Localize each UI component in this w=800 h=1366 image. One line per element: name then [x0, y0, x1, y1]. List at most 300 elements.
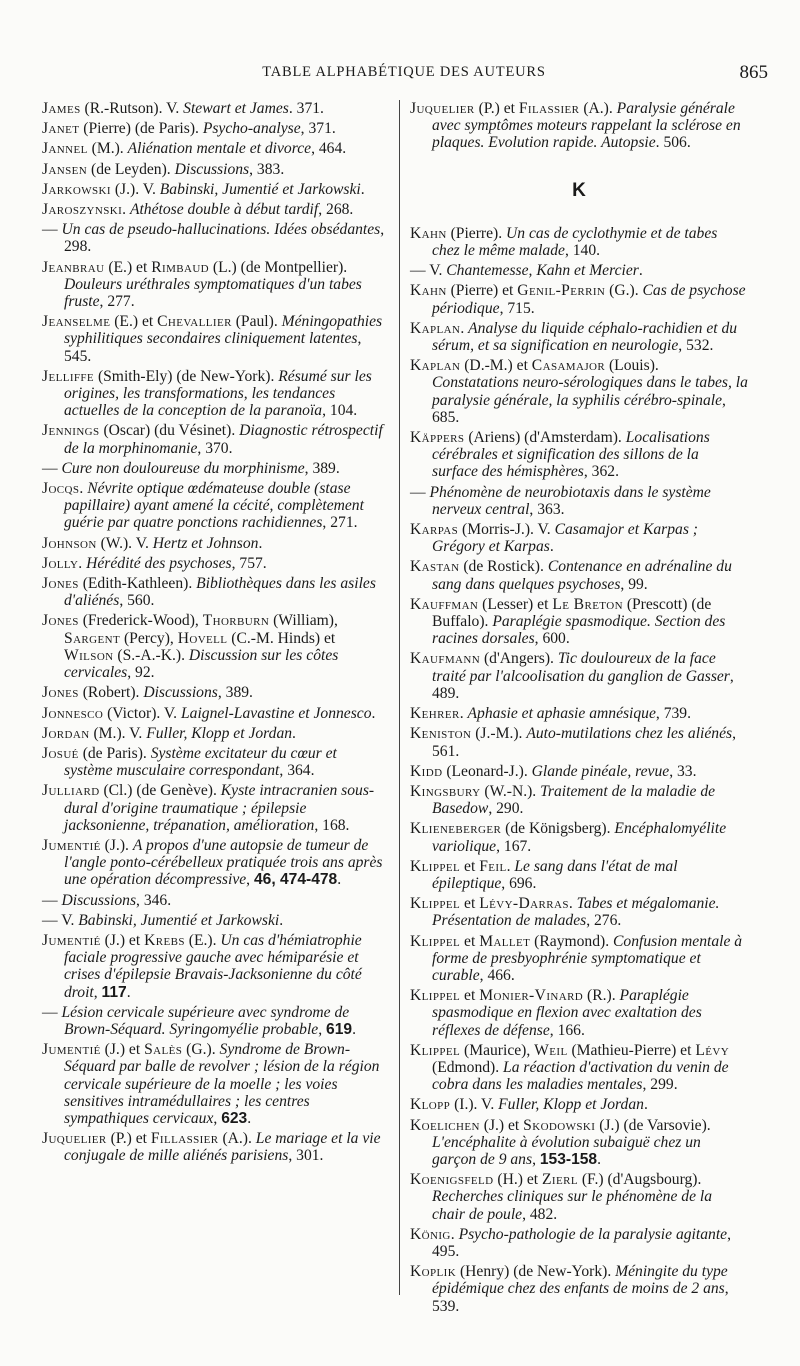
- entry-segment: Jaroszynski: [42, 201, 123, 219]
- entry-segment: , 495.: [432, 1225, 731, 1260]
- entry-segment: Casamajor: [531, 357, 606, 375]
- entry-segment: (Leonard-J.).: [442, 762, 532, 780]
- entry-segment: . 506.: [655, 134, 691, 152]
- index-entry: [42, 575, 388, 609]
- entry-segment: , 482.: [522, 1205, 558, 1223]
- entry-segment: (J.) (de Varsovie).: [595, 1116, 711, 1134]
- index-entry: [42, 259, 388, 311]
- entry-segment: (W.). V.: [96, 534, 153, 552]
- entry-segment: , 389.: [304, 459, 340, 477]
- entry-segment: .: [568, 895, 577, 913]
- entry-segment: Paraplégie spasmodique en flexion avec exaltation des réflexes de défense: [432, 987, 702, 1039]
- entry-segment: Phénomène de neurobiotaxis dans le système nerveux central: [429, 483, 711, 518]
- entry-segment: , 383.: [249, 160, 285, 178]
- index-entry: [42, 782, 388, 834]
- index-entry: [42, 313, 388, 365]
- entry-segment: Klippel: [410, 895, 461, 913]
- entry-segment: Weil: [534, 1041, 568, 1059]
- entry-segment: (P.) et: [106, 1130, 151, 1148]
- entry-segment: Jones: [42, 684, 79, 702]
- entry-segment: Fuller, Klopp et Jordan: [146, 724, 293, 742]
- entry-segment: Jennings: [42, 422, 100, 440]
- index-entry: [410, 820, 748, 854]
- entry-segment: Kehrer: [410, 705, 460, 723]
- entry-segment: (Smith-Ely) (de New-York).: [94, 367, 279, 385]
- entry-segment: Keniston: [410, 725, 472, 743]
- entry-segment: (C.-M. Hinds) et: [227, 629, 336, 647]
- entry-segment: (J.) et: [100, 1041, 145, 1059]
- entry-segment: (Percy),: [120, 629, 178, 647]
- index-entry: [42, 120, 388, 137]
- entry-segment: Wilson: [64, 646, 114, 664]
- entry-segment: Julliard: [42, 782, 100, 800]
- entry-segment: (W.-N.).: [480, 782, 541, 800]
- entry-segment: et: [460, 987, 480, 1005]
- entry-segment: König: [410, 1225, 451, 1243]
- entry-segment: . 371.: [288, 100, 324, 117]
- entry-segment: (Edmond).: [432, 1058, 504, 1076]
- entry-segment: Discussions: [143, 684, 218, 702]
- index-entry: [42, 221, 388, 255]
- entry-segment: Sargent: [64, 629, 121, 647]
- entry-segment: (R.).: [583, 987, 620, 1005]
- entry-segment: (Morris-J.). V.: [458, 521, 555, 539]
- entry-segment: , 715.: [499, 299, 535, 317]
- entry-segment: Résumé sur les origines, les transformations, les tendances actuelles de la conception de la paranoïa: [64, 367, 372, 420]
- entry-segment: (Pierre) et: [446, 282, 518, 300]
- entry-segment: Jeanselme: [42, 313, 111, 331]
- entry-segment: , 363.: [529, 500, 565, 518]
- entry-segment: , 99.: [620, 575, 648, 593]
- entry-segment: (J.-M.).: [471, 725, 527, 743]
- entry-segment: (S.-A.-K.).: [113, 646, 189, 664]
- entry-segment: Genil-Perrin: [517, 282, 606, 300]
- entry-segment: , 92.: [127, 664, 155, 682]
- index-entry: [42, 480, 388, 532]
- entry-segment: Klopp: [410, 1096, 451, 1114]
- index-entry: [410, 596, 748, 648]
- entry-segment: (de Paris).: [78, 744, 151, 762]
- entry-segment: (Lesser) et: [478, 595, 553, 613]
- entry-segment: Kingsbury: [410, 782, 481, 800]
- index-entry: [410, 933, 748, 985]
- entry-segment: .: [371, 704, 376, 722]
- entry-segment: Jumentié: [42, 1041, 101, 1059]
- index-entry: [410, 262, 748, 279]
- entry-segment: 117: [101, 983, 127, 1001]
- section-letter-heading: K: [572, 179, 586, 201]
- entry-segment: Le Breton: [552, 595, 623, 613]
- entry-segment: , 166.: [549, 1021, 585, 1039]
- entry-segment: (Henry) (de New-York).: [456, 1263, 616, 1281]
- entry-segment: .: [337, 871, 342, 889]
- entry-segment: .: [549, 538, 554, 556]
- index-entry: [42, 1130, 388, 1164]
- entry-segment: A propos d'une autopsie de tumeur de l'angle ponto-cérébelleux pratiquée trois ans après une opération décompressive: [64, 836, 383, 889]
- index-entry: [42, 725, 388, 742]
- entry-segment: , 167.: [496, 837, 532, 855]
- entry-segment: Juquelier: [42, 1130, 107, 1148]
- index-entry: [410, 705, 748, 722]
- index-entry: [42, 612, 388, 681]
- entry-segment: (de Königsberg).: [501, 820, 615, 838]
- entry-segment: et: [460, 932, 480, 950]
- entry-segment: Johnson: [42, 534, 97, 552]
- entry-segment: .: [459, 705, 468, 723]
- entry-segment: Cure non douloureuse du morphinisme: [61, 459, 305, 477]
- entry-segment: Confusion mentale à forme de presbyophrénie symptomatique et curable: [432, 932, 743, 984]
- entry-segment: (de Rostick).: [459, 558, 548, 576]
- entry-segment: Le mariage et la vie conjugale de mille aliénés parisiens: [64, 1130, 381, 1165]
- entry-segment: Jumentié: [42, 836, 101, 854]
- entry-segment: —: [42, 459, 62, 477]
- entry-segment: Filassier: [518, 100, 580, 117]
- entry-segment: , 346.: [136, 891, 172, 909]
- entry-segment: Jannel: [42, 140, 88, 158]
- index-entry: [42, 705, 388, 722]
- entry-segment: Janet: [42, 120, 80, 138]
- entry-segment: (J.) et: [479, 1116, 524, 1134]
- entry-segment: Salès: [144, 1041, 183, 1059]
- index-entry: [410, 225, 748, 259]
- entry-segment: Discussion sur les côtes cervicales: [64, 646, 339, 682]
- entry-segment: Lévy-Darras: [479, 895, 569, 913]
- entry-segment: Discussions: [61, 891, 137, 909]
- entry-segment: (G.).: [605, 282, 643, 300]
- entry-segment: Krebs: [144, 931, 185, 949]
- entry-segment: Kaplan: [410, 319, 461, 337]
- entry-segment: (I.). V.: [450, 1096, 499, 1114]
- entry-segment: (Cl.) (de Genève).: [99, 782, 221, 800]
- entry-segment: Jeanbrau: [42, 258, 105, 276]
- entry-segment: —: [42, 221, 62, 239]
- entry-segment: (E.).: [184, 931, 221, 949]
- entry-segment: .: [79, 480, 88, 498]
- entry-segment: (P.) et: [474, 100, 519, 117]
- index-entry: [410, 858, 748, 892]
- entry-segment: Feil: [479, 857, 507, 875]
- index-entry: [410, 357, 748, 426]
- entry-segment: Traitement de la maladie de Basedow: [432, 782, 716, 818]
- entry-segment: Paraplégie spasmodique. Section des racines dorsales: [432, 613, 726, 648]
- index-entry: [42, 1004, 388, 1038]
- entry-segment: Constatations neuro-sérologiques dans le tabes, la paralysie générale, la syphilis cérébro-spinale: [432, 374, 748, 409]
- entry-segment: (H.) et: [493, 1171, 542, 1189]
- entry-segment: (Frederick-Wood),: [78, 612, 203, 630]
- entry-segment: , 277.: [99, 293, 135, 311]
- entry-segment: Glande pinéale, revue: [531, 762, 670, 780]
- entry-segment: — V.: [410, 262, 447, 280]
- entry-segment: Syndrome de Brown-Séquard par balle de revolver ; lésion de la région cervicale supérieure de la moelle ; les voies sensitives intramédullaires ; les centres sympathiques cervicaux: [64, 1041, 380, 1127]
- entry-segment: Douleurs uréthrales symptomatiques d'un tabes fruste: [64, 275, 362, 311]
- entry-segment: (Pierre).: [446, 224, 507, 242]
- entry-segment: (R.-Rutson). V.: [80, 100, 184, 117]
- entry-segment: Chevallier: [157, 313, 232, 331]
- index-entry: [42, 745, 388, 779]
- entry-segment: Jocqs: [42, 480, 80, 498]
- entry-segment: , 276.: [586, 912, 622, 930]
- entry-segment: Josué: [42, 744, 79, 762]
- entry-segment: , 140.: [564, 242, 601, 260]
- entry-segment: .: [78, 554, 87, 572]
- page-number: 865: [739, 62, 768, 83]
- index-entry: [42, 837, 388, 889]
- entry-segment: (J.) et: [100, 931, 145, 949]
- index-entry: [410, 484, 748, 518]
- index-entry: [410, 1042, 748, 1094]
- entry-segment: (Prescott) (de Buffalo).: [432, 595, 712, 631]
- entry-segment: Aliénation mentale et divorce: [127, 140, 312, 158]
- entry-segment: Thorburn: [202, 612, 270, 630]
- entry-segment: , 389.: [217, 684, 253, 702]
- entry-segment: (M.).: [87, 140, 128, 158]
- entry-segment: Méningite du type épidémique chez des enfants de moins de 2 ans: [432, 1263, 728, 1298]
- entry-segment: (D.-M.) et: [460, 357, 532, 375]
- entry-segment: (Pierre) (de Paris).: [79, 120, 203, 138]
- entry-segment: , 268.: [318, 201, 354, 219]
- entry-segment: , 104.: [322, 402, 358, 420]
- entry-segment: La réaction d'activation du venin de cobra dans les maladies mentales: [432, 1058, 729, 1094]
- entry-segment: Un cas de pseudo-hallucinations. Idées obsédantes: [61, 221, 381, 239]
- index-entry: [410, 558, 748, 592]
- index-entry: [42, 555, 388, 572]
- entry-segment: Paralysie générale avec symptômes moteurs rappelant la sclérose en plaques. Evolution rapide. Autopsie: [432, 100, 741, 152]
- entry-segment: James: [42, 100, 81, 117]
- entry-segment: , 168.: [314, 816, 350, 834]
- index-entry: [410, 725, 748, 759]
- entry-segment: Analyse du liquide céphalo-rachidien et du sérum, et sa signification en neurologie: [432, 319, 738, 355]
- entry-segment: , 696.: [501, 874, 537, 892]
- index-entry: [410, 1117, 748, 1169]
- entry-segment: , 301.: [288, 1147, 324, 1165]
- entry-segment: (L.) (de Montpellier).: [209, 258, 348, 276]
- entry-segment: .: [279, 911, 284, 929]
- entry-segment: Zierl: [542, 1171, 578, 1189]
- entry-segment: , 560.: [119, 592, 155, 610]
- index-entry: [410, 429, 748, 481]
- entry-segment: .: [258, 534, 263, 552]
- entry-segment: 46, 474-478: [253, 871, 338, 889]
- entry-segment: Chantemesse, Kahn et Mercier: [446, 262, 639, 280]
- entry-segment: Psycho-pathologie de la paralysie agitante: [458, 1225, 728, 1243]
- index-entry: [42, 368, 388, 420]
- entry-segment: Babinski, Jumentié et Jarkowski: [78, 911, 280, 929]
- entry-segment: , 362.: [583, 463, 619, 481]
- entry-segment: Jarkowski: [42, 180, 111, 198]
- entry-segment: ,: [246, 871, 254, 889]
- index-entry: [410, 763, 748, 780]
- index-entry: [410, 521, 748, 555]
- index-entry: [42, 422, 388, 456]
- index-entry: [42, 892, 388, 909]
- entry-segment: ,: [93, 983, 102, 1001]
- entry-segment: .: [122, 201, 130, 219]
- index-entry: [410, 650, 748, 702]
- entry-segment: ,: [532, 1150, 540, 1168]
- entry-segment: Kahn: [410, 224, 447, 242]
- entry-segment: Stewart et James: [183, 100, 289, 117]
- entry-segment: (E.) et: [104, 258, 152, 276]
- entry-segment: ,: [318, 1020, 327, 1038]
- index-entry: [410, 320, 748, 354]
- entry-segment: Klippel: [410, 987, 461, 1005]
- entry-segment: (Robert).: [78, 684, 144, 702]
- column-divider: [399, 100, 400, 1295]
- entry-segment: Kidd: [410, 762, 443, 780]
- entry-segment: (d'Angers).: [480, 650, 558, 668]
- entry-segment: Contenance en adrénaline du sang dans quelques psychoses: [432, 558, 732, 593]
- entry-segment: Kyste intracranien sous-dural d'origine traumatique ; épilepsie jacksonienne, trépanation, amélioration: [64, 782, 375, 834]
- entry-segment: , 545.: [64, 330, 362, 365]
- entry-segment: Klippel: [410, 857, 461, 875]
- entry-segment: et: [460, 857, 480, 875]
- entry-segment: 619: [326, 1020, 353, 1038]
- index-entry: [410, 987, 748, 1039]
- entry-segment: (William),: [269, 612, 338, 630]
- page-header: [40, 62, 768, 86]
- index-entry: [42, 535, 388, 552]
- entry-segment: , 466.: [479, 966, 515, 984]
- entry-segment: 623: [221, 1109, 248, 1127]
- entry-segment: Diagnostic rétrospectif de la morphinomanie: [64, 422, 383, 457]
- entry-segment: .: [643, 1096, 648, 1114]
- entry-segment: Klippel: [410, 932, 461, 950]
- entry-segment: Système excitateur du cœur et système musculaire correspondant: [64, 744, 337, 780]
- entry-segment: (Oscar) (du Vésinet).: [99, 422, 240, 440]
- entry-segment: Klippel: [410, 1041, 461, 1059]
- entry-segment: Laignel-Lavastine et Jonnesco: [180, 704, 372, 722]
- entry-segment: Jones: [42, 575, 79, 593]
- left-column: [42, 100, 388, 1168]
- entry-segment: Hertz et Johnson: [152, 534, 259, 552]
- entry-segment: (Victor). V.: [103, 704, 181, 722]
- right-column: [410, 100, 748, 1318]
- entry-segment: —: [42, 891, 62, 909]
- entry-segment: Psycho-analyse: [202, 120, 301, 138]
- entry-segment: Un cas de cyclothymie et de tabes chez le même malade: [432, 224, 718, 260]
- entry-segment: (A.).: [579, 100, 617, 117]
- entry-segment: Kauffman: [410, 595, 479, 613]
- entry-segment: Kaplan: [410, 357, 461, 375]
- index-entry: [42, 201, 388, 218]
- entry-segment: , 757.: [231, 554, 267, 572]
- entry-segment: Méningopathies syphilitiques secondaires cliniquement latentes: [64, 313, 383, 348]
- index-entry: [42, 1041, 388, 1127]
- entry-segment: (de Leyden).: [87, 160, 175, 178]
- entry-segment: (E.) et: [110, 313, 158, 331]
- entry-segment: (F.) (d'Augsbourg).: [577, 1171, 702, 1189]
- entry-segment: (G.).: [182, 1041, 220, 1059]
- entry-segment: L'encéphalite à évolution subaiguë chez un garçon de 9 ans: [432, 1133, 701, 1168]
- entry-segment: (Raymond).: [530, 932, 614, 950]
- entry-segment: Koelichen: [410, 1116, 480, 1134]
- entry-segment: Skodowski: [523, 1116, 596, 1134]
- entry-segment: (J.). V.: [110, 180, 160, 198]
- entry-segment: — V.: [42, 911, 79, 929]
- index-entry: [42, 932, 388, 1001]
- index-entry: [42, 912, 388, 929]
- entry-segment: .: [292, 724, 296, 742]
- entry-segment: et: [460, 895, 480, 913]
- entry-segment: (M.). V.: [89, 724, 147, 742]
- entry-segment: 153-158: [539, 1150, 598, 1168]
- index-entry: [410, 1096, 748, 1113]
- entry-segment: Koplik: [410, 1263, 457, 1281]
- entry-segment: Jordan: [42, 724, 90, 742]
- entry-segment: , 371.: [300, 120, 336, 138]
- entry-segment: Fillassier: [150, 1130, 219, 1148]
- index-entry: [42, 684, 388, 701]
- entry-segment: (Louis).: [605, 357, 659, 375]
- entry-segment: (Maurice),: [460, 1041, 535, 1059]
- entry-segment: (J.).: [100, 836, 133, 854]
- entry-segment: , 464.: [311, 140, 347, 158]
- entry-segment: Mallet: [479, 932, 531, 950]
- entry-segment: , 561.: [432, 725, 736, 760]
- entry-segment: Localisations cérébrales et signification des sillons de la surface des hémisphères: [432, 429, 710, 481]
- index-entry: [410, 1171, 748, 1223]
- entry-segment: Tabes et mégalomanie. Présentation de malades: [432, 895, 720, 930]
- entry-segment: Juquelier: [410, 100, 475, 117]
- entry-segment: —: [410, 483, 430, 501]
- entry-segment: Le sang dans l'état de mal épileptique: [432, 857, 678, 892]
- entry-segment: Discussions: [174, 160, 250, 178]
- entry-segment: , 539.: [432, 1280, 729, 1315]
- entry-segment: Névrite optique œdémateuse double (stase papillaire) ayant amené la cécité, complètement guérie par quatre ponctions rachidiennes: [64, 480, 364, 532]
- entry-segment: , 364.: [279, 762, 315, 780]
- entry-segment: .: [126, 983, 131, 1001]
- entry-segment: Hovell: [177, 629, 228, 647]
- index-entry: [410, 282, 748, 316]
- index-entry: [410, 1226, 748, 1260]
- entry-segment: Un cas d'hémiatrophie faciale progressive gauche avec hémiparésie et crises d'épilepsie Bravais-Jacksonienne du côté droit: [64, 931, 362, 1001]
- entry-segment: Jolly: [42, 554, 79, 572]
- entry-segment: Jelliffe: [42, 367, 95, 385]
- index-entry: [410, 895, 748, 929]
- entry-segment: Kaufmann: [410, 650, 481, 668]
- entry-segment: .: [597, 1150, 601, 1168]
- entry-segment: Karpas: [410, 521, 459, 539]
- entry-segment: , 685.: [432, 391, 726, 426]
- entry-segment: Fuller, Klopp et Jordan: [498, 1096, 644, 1114]
- entry-segment: (A.).: [218, 1130, 256, 1148]
- entry-segment: , 739.: [655, 705, 691, 723]
- index-entry: [410, 783, 748, 817]
- entry-segment: Lévy: [695, 1041, 730, 1059]
- entry-segment: Jansen: [42, 160, 88, 178]
- entry-segment: Bibliothèques dans les asiles d'aliénés: [64, 575, 376, 610]
- entry-segment: Cas de psychose périodique: [432, 282, 746, 317]
- entry-segment: Rimbaud: [151, 258, 210, 276]
- entry-segment: Athétose double à début tardif: [129, 201, 319, 219]
- entry-segment: Babinski, Jumentié et Jarkowski: [159, 180, 361, 198]
- entry-segment: —: [42, 1003, 62, 1021]
- entry-segment: Encéphalomyélite variolique: [432, 820, 727, 855]
- entry-segment: .: [638, 262, 643, 280]
- entry-segment: Recherches cliniques sur le phénomène de la chair de poule: [432, 1188, 713, 1223]
- index-entry: [42, 181, 388, 198]
- entry-segment: , 298.: [64, 221, 385, 256]
- entry-segment: Jones: [42, 612, 79, 630]
- entry-segment: Kahn: [410, 282, 447, 300]
- index-entry: [42, 100, 388, 117]
- running-title: TABLE ALPHABÉTIQUE DES AUTEURS: [262, 64, 546, 80]
- entry-segment: (Paul).: [231, 313, 282, 331]
- entry-segment: ,: [213, 1109, 222, 1127]
- entry-segment: .: [506, 857, 515, 875]
- entry-segment: (Mathieu-Pierre) et: [567, 1041, 696, 1059]
- entry-segment: , 532.: [678, 337, 714, 355]
